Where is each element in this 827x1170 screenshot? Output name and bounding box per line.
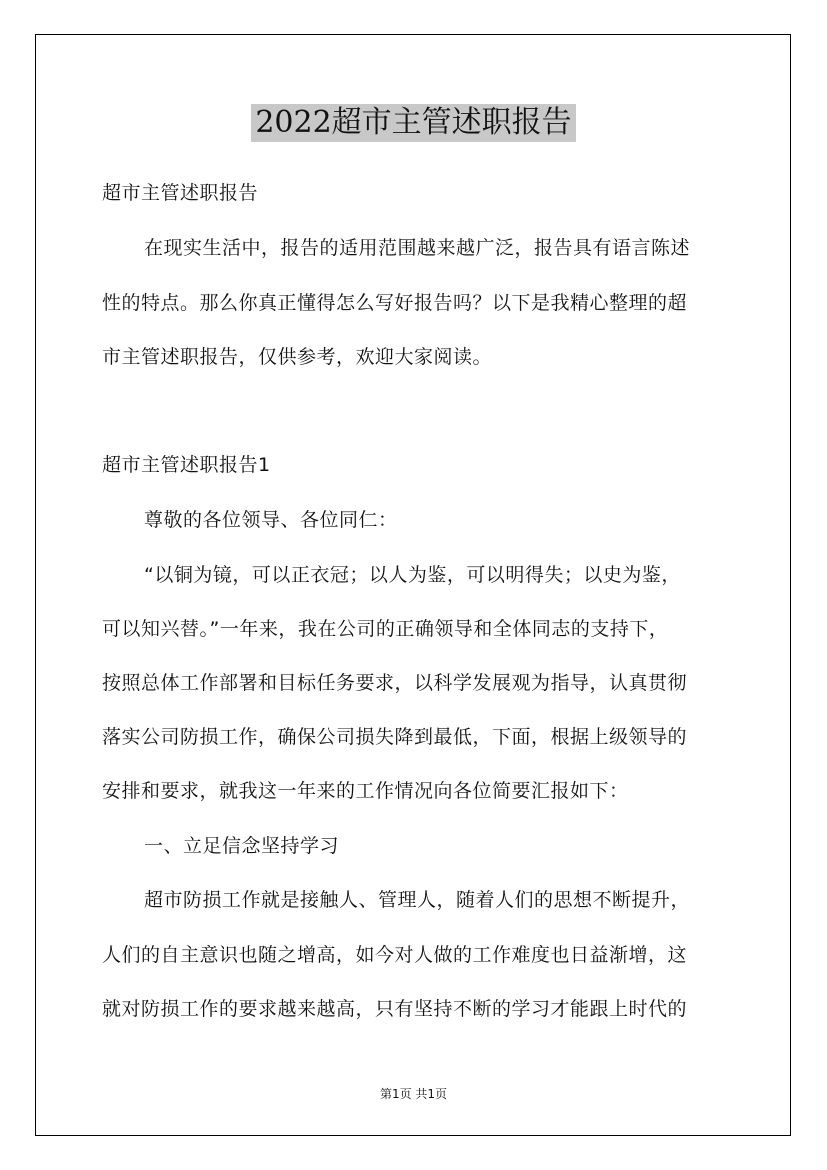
page-footer: 第1页 共1页 bbox=[379, 1087, 448, 1101]
intro-line: 性的特点。那么你真正懂得怎么写好报告吗？以下是我精心整理的超 bbox=[102, 292, 688, 314]
paragraph-line: 就对防损工作的要求越来越高，只有坚持不断的学习才能跟上时代的 bbox=[102, 998, 688, 1020]
paragraph-line: 人们的自主意识也随之增高，如今对人做的工作难度也日益渐增，这 bbox=[102, 944, 688, 966]
paragraph-line: “以铜为镜，可以正衣冠；以人为鉴，可以明得失；以史为鉴， bbox=[144, 564, 681, 586]
document-title-wrap bbox=[0, 104, 827, 142]
paragraph-line: 安排和要求，就我这一年来的工作情况向各位简要汇报如下： bbox=[102, 780, 629, 802]
report-heading: 超市主管述职报告 bbox=[102, 182, 259, 204]
section-title: 超市主管述职报告1 bbox=[102, 454, 271, 476]
paragraph-line: 落实公司防损工作，确保公司损失降到最低，下面，根据上级领导的 bbox=[102, 726, 688, 748]
subheading: 一、立足信念坚持学习 bbox=[144, 835, 340, 857]
paragraph-line: 按照总体工作部署和目标任务要求，以科学发展观为指导，认真贯彻 bbox=[102, 672, 688, 694]
paragraph-line: 可以知兴替。”一年来，我在公司的正确领导和全体同志的支持下， bbox=[102, 618, 669, 640]
intro-line: 在现实生活中，报告的适用范围越来越广泛，报告具有语言陈述 bbox=[144, 237, 691, 259]
paragraph-line: 超市防损工作就是接触人、管理人，随着人们的思想不断提升， bbox=[144, 889, 691, 911]
greeting: 尊敬的各位领导、各位同仁： bbox=[144, 509, 398, 531]
intro-line: 市主管述职报告，仅供参考，欢迎大家阅读。 bbox=[102, 346, 493, 368]
document-title: 2022超市主管述职报告 bbox=[251, 104, 575, 142]
